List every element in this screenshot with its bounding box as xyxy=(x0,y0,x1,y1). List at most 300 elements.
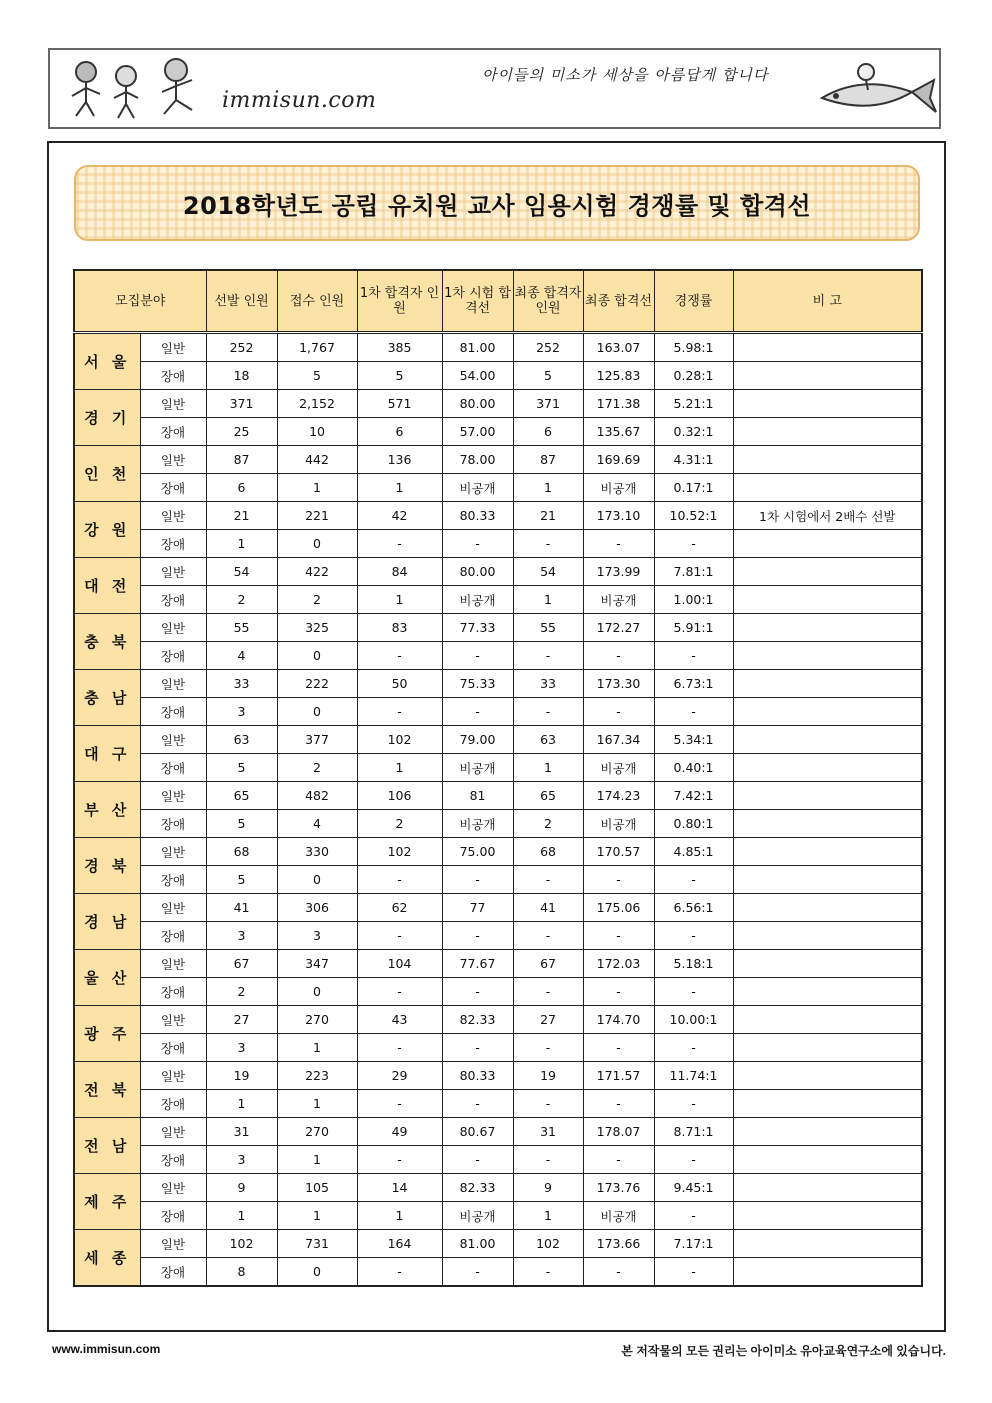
value-cell: 442 xyxy=(277,446,357,474)
value-cell: - xyxy=(357,530,442,558)
value-cell: 0.40:1 xyxy=(654,754,733,782)
region-cell: 제 주 xyxy=(74,1174,140,1230)
value-cell: 65 xyxy=(513,782,583,810)
table-row xyxy=(74,810,922,838)
table-row xyxy=(74,586,922,614)
value-cell: 9 xyxy=(206,1174,277,1202)
value-cell: 7.17:1 xyxy=(654,1230,733,1258)
category-cell: 일반 xyxy=(140,614,206,642)
value-cell: 5.98:1 xyxy=(654,333,733,362)
value-cell: 4.85:1 xyxy=(654,838,733,866)
table-row xyxy=(74,838,922,866)
value-cell: - xyxy=(583,1090,654,1118)
table-row xyxy=(74,782,922,810)
value-cell: 80.00 xyxy=(442,558,513,586)
value-cell: - xyxy=(513,978,583,1006)
category-cell: 일반 xyxy=(140,333,206,362)
value-cell: 135.67 xyxy=(583,418,654,446)
value-cell: 5 xyxy=(277,362,357,390)
category-cell: 장애 xyxy=(140,1090,206,1118)
value-cell: - xyxy=(583,642,654,670)
note-cell xyxy=(733,418,922,446)
value-cell: 비공개 xyxy=(442,474,513,502)
note-cell xyxy=(733,782,922,810)
value-cell: 0 xyxy=(277,698,357,726)
value-cell: - xyxy=(513,1146,583,1174)
table-row xyxy=(74,362,922,390)
value-cell: 80.00 xyxy=(442,390,513,418)
value-cell: 49 xyxy=(357,1118,442,1146)
value-cell: 102 xyxy=(206,1230,277,1258)
value-cell: 6 xyxy=(513,418,583,446)
value-cell: 1 xyxy=(513,474,583,502)
site-logo: immisun.com xyxy=(222,88,377,113)
column-header: 접수 인원 xyxy=(277,270,357,333)
value-cell: - xyxy=(442,698,513,726)
table-row xyxy=(74,670,922,698)
region-cell: 서 울 xyxy=(74,333,140,390)
note-cell xyxy=(733,950,922,978)
table-row xyxy=(74,390,922,418)
note-cell xyxy=(733,642,922,670)
note-cell xyxy=(733,978,922,1006)
value-cell: 0.80:1 xyxy=(654,810,733,838)
value-cell: - xyxy=(442,530,513,558)
category-cell: 장애 xyxy=(140,866,206,894)
region-cell: 충 북 xyxy=(74,614,140,670)
value-cell: 33 xyxy=(206,670,277,698)
value-cell: 비공개 xyxy=(442,1202,513,1230)
region-cell: 강 원 xyxy=(74,502,140,558)
header-slogan: 아이들의 미소가 세상을 아름답게 합니다 xyxy=(482,66,769,84)
value-cell: 43 xyxy=(357,1006,442,1034)
region-cell: 경 북 xyxy=(74,838,140,894)
value-cell: 171.57 xyxy=(583,1062,654,1090)
value-cell: 6.56:1 xyxy=(654,894,733,922)
value-cell: 222 xyxy=(277,670,357,698)
value-cell: 10.52:1 xyxy=(654,502,733,530)
value-cell: - xyxy=(513,1258,583,1287)
value-cell: 270 xyxy=(277,1118,357,1146)
value-cell: - xyxy=(357,1090,442,1118)
value-cell: 비공개 xyxy=(442,754,513,782)
value-cell: 10.00:1 xyxy=(654,1006,733,1034)
value-cell: 41 xyxy=(513,894,583,922)
value-cell: 25 xyxy=(206,418,277,446)
value-cell: 87 xyxy=(206,446,277,474)
table-row xyxy=(74,558,922,586)
value-cell: 79.00 xyxy=(442,726,513,754)
value-cell: - xyxy=(654,1034,733,1062)
value-cell: 65 xyxy=(206,782,277,810)
value-cell: 1 xyxy=(277,1202,357,1230)
value-cell: 482 xyxy=(277,782,357,810)
value-cell: 4 xyxy=(277,810,357,838)
category-cell: 장애 xyxy=(140,1258,206,1287)
note-cell xyxy=(733,390,922,418)
value-cell: 5.18:1 xyxy=(654,950,733,978)
value-cell: 170.57 xyxy=(583,838,654,866)
value-cell: 42 xyxy=(357,502,442,530)
value-cell: 3 xyxy=(277,922,357,950)
value-cell: 1 xyxy=(277,1034,357,1062)
column-header: 비 고 xyxy=(733,270,922,333)
column-header: 모집분야 xyxy=(74,270,206,333)
value-cell: 169.69 xyxy=(583,446,654,474)
category-cell: 장애 xyxy=(140,642,206,670)
value-cell: 106 xyxy=(357,782,442,810)
value-cell: 0 xyxy=(277,866,357,894)
note-cell xyxy=(733,838,922,866)
value-cell: 1 xyxy=(357,1202,442,1230)
value-cell: - xyxy=(583,978,654,1006)
table-header xyxy=(74,270,922,333)
value-cell: 77.33 xyxy=(442,614,513,642)
region-cell: 전 남 xyxy=(74,1118,140,1174)
value-cell: 1 xyxy=(206,1090,277,1118)
category-cell: 일반 xyxy=(140,1062,206,1090)
fish-illustration-icon xyxy=(802,54,942,126)
value-cell: 102 xyxy=(513,1230,583,1258)
value-cell: 2 xyxy=(206,978,277,1006)
value-cell: 1 xyxy=(513,586,583,614)
category-cell: 장애 xyxy=(140,362,206,390)
value-cell: 6.73:1 xyxy=(654,670,733,698)
value-cell: 14 xyxy=(357,1174,442,1202)
value-cell: 8 xyxy=(206,1258,277,1287)
category-cell: 장애 xyxy=(140,586,206,614)
value-cell: - xyxy=(442,1258,513,1287)
value-cell: 173.99 xyxy=(583,558,654,586)
value-cell: 31 xyxy=(513,1118,583,1146)
table-body xyxy=(74,333,922,1287)
value-cell: 1 xyxy=(513,754,583,782)
value-cell: - xyxy=(513,866,583,894)
note-cell xyxy=(733,558,922,586)
value-cell: 1.00:1 xyxy=(654,586,733,614)
category-cell: 장애 xyxy=(140,978,206,1006)
value-cell: 비공개 xyxy=(442,586,513,614)
value-cell: 21 xyxy=(513,502,583,530)
value-cell: 102 xyxy=(357,838,442,866)
value-cell: 1 xyxy=(357,754,442,782)
note-cell xyxy=(733,754,922,782)
column-header: 1차 시험 합격선 xyxy=(442,270,513,333)
note-cell xyxy=(733,1146,922,1174)
table-row xyxy=(74,1174,922,1202)
category-cell: 일반 xyxy=(140,1006,206,1034)
region-cell: 대 전 xyxy=(74,558,140,614)
value-cell: 83 xyxy=(357,614,442,642)
category-cell: 장애 xyxy=(140,922,206,950)
value-cell: - xyxy=(583,866,654,894)
note-cell xyxy=(733,1174,922,1202)
value-cell: 62 xyxy=(357,894,442,922)
note-cell xyxy=(733,446,922,474)
value-cell: - xyxy=(513,1034,583,1062)
region-cell: 인 천 xyxy=(74,446,140,502)
value-cell: 9 xyxy=(513,1174,583,1202)
value-cell: 0 xyxy=(277,642,357,670)
value-cell: 178.07 xyxy=(583,1118,654,1146)
note-cell: 1차 시험에서 2배수 선발 xyxy=(733,502,922,530)
value-cell: - xyxy=(583,922,654,950)
value-cell: - xyxy=(583,1034,654,1062)
category-cell: 장애 xyxy=(140,754,206,782)
value-cell: 252 xyxy=(206,333,277,362)
value-cell: - xyxy=(357,978,442,1006)
value-cell: 306 xyxy=(277,894,357,922)
region-cell: 세 종 xyxy=(74,1230,140,1287)
category-cell: 일반 xyxy=(140,446,206,474)
value-cell: - xyxy=(654,922,733,950)
column-header: 최종 합격선 xyxy=(583,270,654,333)
value-cell: 41 xyxy=(206,894,277,922)
value-cell: 비공개 xyxy=(583,754,654,782)
note-cell xyxy=(733,1202,922,1230)
value-cell: 31 xyxy=(206,1118,277,1146)
table-row xyxy=(74,1034,922,1062)
table-row xyxy=(74,698,922,726)
value-cell: 1 xyxy=(513,1202,583,1230)
value-cell: 2 xyxy=(206,586,277,614)
region-cell: 부 산 xyxy=(74,782,140,838)
table-row xyxy=(74,1258,922,1287)
value-cell: - xyxy=(357,1258,442,1287)
note-cell xyxy=(733,1034,922,1062)
value-cell: 비공개 xyxy=(583,1202,654,1230)
value-cell: 172.03 xyxy=(583,950,654,978)
value-cell: 33 xyxy=(513,670,583,698)
value-cell: 80.33 xyxy=(442,502,513,530)
value-cell: 54 xyxy=(513,558,583,586)
value-cell: 125.83 xyxy=(583,362,654,390)
value-cell: 9.45:1 xyxy=(654,1174,733,1202)
column-header: 경쟁률 xyxy=(654,270,733,333)
category-cell: 일반 xyxy=(140,502,206,530)
footer-website: www.immisun.com xyxy=(52,1342,161,1356)
value-cell: - xyxy=(654,1146,733,1174)
value-cell: 비공개 xyxy=(583,474,654,502)
value-cell: 10 xyxy=(277,418,357,446)
table-row xyxy=(74,614,922,642)
value-cell: 171.38 xyxy=(583,390,654,418)
value-cell: 75.00 xyxy=(442,838,513,866)
value-cell: 54.00 xyxy=(442,362,513,390)
value-cell: 371 xyxy=(513,390,583,418)
value-cell: 비공개 xyxy=(583,586,654,614)
value-cell: 0 xyxy=(277,978,357,1006)
value-cell: 164 xyxy=(357,1230,442,1258)
table-row xyxy=(74,1202,922,1230)
value-cell: 81.00 xyxy=(442,1230,513,1258)
value-cell: 1 xyxy=(357,474,442,502)
value-cell: - xyxy=(442,1090,513,1118)
value-cell: - xyxy=(583,530,654,558)
value-cell: 1 xyxy=(206,1202,277,1230)
table-row xyxy=(74,922,922,950)
note-cell xyxy=(733,1006,922,1034)
value-cell: - xyxy=(442,978,513,1006)
value-cell: 173.10 xyxy=(583,502,654,530)
value-cell: 3 xyxy=(206,698,277,726)
value-cell: - xyxy=(357,642,442,670)
category-cell: 일반 xyxy=(140,390,206,418)
page-title: 2018학년도 공립 유치원 교사 임용시험 경쟁률 및 합격선 xyxy=(182,191,812,220)
category-cell: 일반 xyxy=(140,1174,206,1202)
value-cell: - xyxy=(654,978,733,1006)
value-cell: 167.34 xyxy=(583,726,654,754)
value-cell: - xyxy=(654,530,733,558)
value-cell: - xyxy=(357,698,442,726)
value-cell: 2 xyxy=(357,810,442,838)
note-cell xyxy=(733,614,922,642)
value-cell: 3 xyxy=(206,922,277,950)
value-cell: 221 xyxy=(277,502,357,530)
table-row xyxy=(74,866,922,894)
value-cell: 174.23 xyxy=(583,782,654,810)
value-cell: 385 xyxy=(357,333,442,362)
value-cell: 63 xyxy=(513,726,583,754)
value-cell: 5 xyxy=(206,810,277,838)
note-cell xyxy=(733,922,922,950)
value-cell: - xyxy=(513,1090,583,1118)
value-cell: - xyxy=(357,866,442,894)
value-cell: 19 xyxy=(513,1062,583,1090)
region-cell: 경 기 xyxy=(74,390,140,446)
value-cell: 5 xyxy=(206,866,277,894)
category-cell: 일반 xyxy=(140,726,206,754)
children-illustration-icon xyxy=(64,56,234,122)
value-cell: 377 xyxy=(277,726,357,754)
value-cell: 571 xyxy=(357,390,442,418)
value-cell: 0 xyxy=(277,530,357,558)
value-cell: - xyxy=(442,922,513,950)
value-cell: 11.74:1 xyxy=(654,1062,733,1090)
note-cell xyxy=(733,474,922,502)
value-cell: 0 xyxy=(277,1258,357,1287)
value-cell: - xyxy=(583,1258,654,1287)
value-cell: - xyxy=(442,642,513,670)
note-cell xyxy=(733,1230,922,1258)
note-cell xyxy=(733,726,922,754)
value-cell: - xyxy=(654,866,733,894)
table-row xyxy=(74,1090,922,1118)
note-cell xyxy=(733,1090,922,1118)
value-cell: - xyxy=(357,1146,442,1174)
value-cell: 163.07 xyxy=(583,333,654,362)
value-cell: 80.67 xyxy=(442,1118,513,1146)
value-cell: - xyxy=(513,922,583,950)
column-header: 최종 합격자 인원 xyxy=(513,270,583,333)
category-cell: 일반 xyxy=(140,894,206,922)
region-cell: 광 주 xyxy=(74,1006,140,1062)
page-header xyxy=(48,48,941,129)
table-row xyxy=(74,502,922,530)
category-cell: 장애 xyxy=(140,474,206,502)
value-cell: 3 xyxy=(206,1146,277,1174)
title-banner xyxy=(74,165,920,241)
value-cell: 82.33 xyxy=(442,1006,513,1034)
value-cell: - xyxy=(654,1202,733,1230)
value-cell: 4 xyxy=(206,642,277,670)
value-cell: 8.71:1 xyxy=(654,1118,733,1146)
value-cell: - xyxy=(654,1090,733,1118)
value-cell: 330 xyxy=(277,838,357,866)
table-row xyxy=(74,418,922,446)
value-cell: - xyxy=(654,642,733,670)
value-cell: 173.76 xyxy=(583,1174,654,1202)
category-cell: 장애 xyxy=(140,418,206,446)
table-row xyxy=(74,474,922,502)
value-cell: 2,152 xyxy=(277,390,357,418)
value-cell: 5.21:1 xyxy=(654,390,733,418)
value-cell: 7.42:1 xyxy=(654,782,733,810)
value-cell: - xyxy=(442,1034,513,1062)
value-cell: - xyxy=(654,698,733,726)
competition-table xyxy=(73,269,923,1287)
value-cell: 104 xyxy=(357,950,442,978)
value-cell: 173.30 xyxy=(583,670,654,698)
category-cell: 일반 xyxy=(140,838,206,866)
table-row xyxy=(74,894,922,922)
value-cell: 29 xyxy=(357,1062,442,1090)
value-cell: - xyxy=(357,922,442,950)
value-cell: 68 xyxy=(206,838,277,866)
value-cell: 1 xyxy=(277,1090,357,1118)
value-cell: 77 xyxy=(442,894,513,922)
note-cell xyxy=(733,1118,922,1146)
value-cell: 325 xyxy=(277,614,357,642)
footer-copyright: 본 저작물의 모든 권리는 아이미소 유아교육연구소에 있습니다. xyxy=(621,1344,946,1358)
value-cell: 173.66 xyxy=(583,1230,654,1258)
value-cell: 55 xyxy=(513,614,583,642)
value-cell: 136 xyxy=(357,446,442,474)
note-cell xyxy=(733,1258,922,1287)
region-cell: 대 구 xyxy=(74,726,140,782)
value-cell: - xyxy=(583,1146,654,1174)
value-cell: 223 xyxy=(277,1062,357,1090)
value-cell: 422 xyxy=(277,558,357,586)
value-cell: 87 xyxy=(513,446,583,474)
value-cell: 102 xyxy=(357,726,442,754)
value-cell: 5.34:1 xyxy=(654,726,733,754)
value-cell: 175.06 xyxy=(583,894,654,922)
value-cell: 81.00 xyxy=(442,333,513,362)
table-row xyxy=(74,446,922,474)
value-cell: 2 xyxy=(513,810,583,838)
column-header: 1차 합격자 인원 xyxy=(357,270,442,333)
table-row xyxy=(74,726,922,754)
table-row xyxy=(74,530,922,558)
region-cell: 경 남 xyxy=(74,894,140,950)
value-cell: 77.67 xyxy=(442,950,513,978)
value-cell: 57.00 xyxy=(442,418,513,446)
value-cell: 0.32:1 xyxy=(654,418,733,446)
value-cell: 5 xyxy=(206,754,277,782)
value-cell: 80.33 xyxy=(442,1062,513,1090)
table-row xyxy=(74,1006,922,1034)
value-cell: 6 xyxy=(206,474,277,502)
value-cell: 67 xyxy=(206,950,277,978)
table-row xyxy=(74,754,922,782)
value-cell: - xyxy=(583,698,654,726)
value-cell: 63 xyxy=(206,726,277,754)
value-cell: 27 xyxy=(206,1006,277,1034)
category-cell: 일반 xyxy=(140,782,206,810)
value-cell: 4.31:1 xyxy=(654,446,733,474)
category-cell: 일반 xyxy=(140,1118,206,1146)
